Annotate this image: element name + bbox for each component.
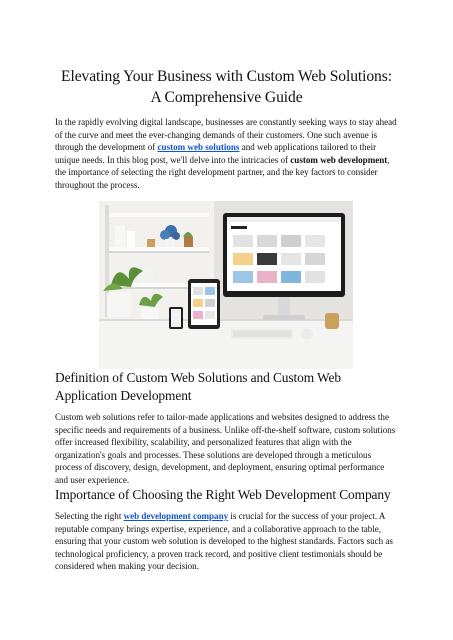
- section-paragraph-importance: [55, 510, 398, 573]
- intro-paragraph: [55, 116, 398, 191]
- page-title: Elevating Your Business with Custom Web Solutions: A Comprehensive Guide: [61, 68, 392, 106]
- web-development-company-link[interactable]: web development company: [123, 511, 229, 521]
- importance-text-2: is crucial for the success of your project. A reputable company brings expertise, experience, and a collaborative approach to the table, ensuring that your custom web solution is developed to the highest standards. Factors such as technological proficiency, a proven track record, and positive client testimonials should be considered when making your decision.: [55, 511, 393, 571]
- custom-web-solutions-link[interactable]: custom web solutions: [157, 142, 240, 152]
- intro-text-3: , the importance of selecting the right development partner, and the key factors to consider throughout the process.: [55, 154, 390, 190]
- importance-text-1: Selecting the right: [55, 511, 124, 521]
- intro-bold-term: custom web development: [290, 154, 388, 165]
- hero-image: [99, 201, 353, 369]
- intro-text-1: In the rapidly evolving digital landscape, businesses are constantly seeking ways to stay ahead of the curve and meet the ever-changing demands of their customers. One such avenue is through the development of: [55, 117, 397, 152]
- section-heading-definition: Definition of Custom Web Solutions and Custom Web Application Development: [55, 370, 341, 403]
- intro-text-2: and web applications tailored to their unique needs. In this blog post, we'll delve into the intricacies of: [55, 142, 377, 165]
- section-paragraph-definition: Custom web solutions refer to tailor-made applications and websites designed to address the specific needs and requirements of a business. Unlike off-the-shelf software, custom solutions offer increased flexibility, scalability, and personalized features that align with the organization's goals and processes. These solutions are developed through a meticulous process of discovery, design, development, and deployment, ensuring optimal performance and user experience.: [55, 412, 396, 485]
- section-heading-importance: Importance of Choosing the Right Web Development Company: [55, 487, 391, 502]
